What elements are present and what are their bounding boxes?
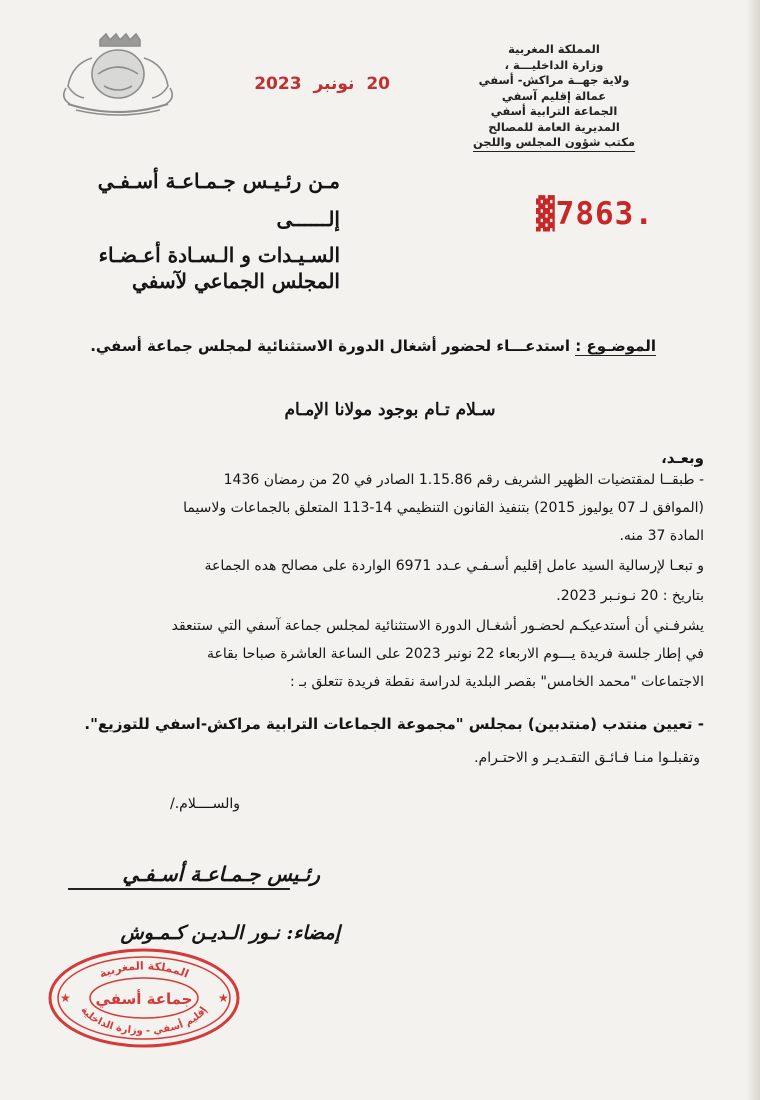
- body-paragraph-1-line-3: المادة 37 منه.: [619, 528, 704, 544]
- greeting: سـلام تـام بوجود مولانا الإمـام: [284, 400, 496, 420]
- body-agenda-item: - تعيين منتدب (منتدبين) بمجلس "مجموعة الجماعات الترابية مراكش-اسفي للتوزيع".: [84, 715, 704, 733]
- recipients-line-1: السـيـدات و الـسـادة أعـضـاء: [98, 243, 340, 267]
- subject-label: الموضـوع :: [575, 337, 656, 355]
- recipients-line-2: المجلس الجماعي لآسفي: [132, 269, 340, 293]
- to-line: إلــــــى: [276, 207, 340, 231]
- header-line: المملكة المغربية: [508, 42, 600, 56]
- subject-line: [56, 337, 656, 355]
- closing-formula: وتقبلـوا منـا فـائـق التقـديـر و الاحتـرام.: [474, 750, 700, 766]
- signature-underline: [68, 888, 290, 890]
- body-paragraph-2-line-2: بتاريخ : 20 نـونـبر 2023.: [556, 588, 704, 604]
- date-day: 20: [366, 74, 390, 94]
- body-paragraph-2-line-1: و تبعـا لإرسالية السيد عامل إقليم أسـفـي عـدد 6971 الواردة على مصالح هده الجماعة: [204, 558, 704, 574]
- date-month: نونبر: [313, 74, 355, 94]
- header-line: وزارة الداخليـــة ،: [504, 57, 604, 72]
- reference-hash-mark: ▓: [536, 196, 556, 232]
- reference-number-value: 7863.: [555, 196, 654, 232]
- header-line: المديرية العامة للمصالح: [488, 119, 620, 134]
- svg-text:إقليم أسفي - وزارة الداخلية: [78, 1005, 209, 1037]
- body-paragraph-3-line-3: الاجتماعات "محمد الخامس" بقصر البلدية لدراسة نقطة فريدة تتعلق بـ :: [289, 674, 704, 690]
- body-paragraph-3-line-2: في إطار جلسة فريدة يـــوم الاربعاء 22 نونبر 2023 على الساعة العاشرة صباحا بقاعة: [206, 646, 704, 662]
- administrative-header: [444, 42, 664, 152]
- svg-text:★: ★: [60, 991, 71, 1005]
- svg-text:★: ★: [218, 991, 229, 1005]
- header-line: عمالة إقليم آسفي: [501, 88, 607, 103]
- header-line: مكتب شؤون المجلس واللجن: [473, 135, 635, 152]
- from-line: مـن رئـيـس جـمـاعـة أسـفـي: [97, 169, 340, 193]
- header-line: الجماعة الترابية أسفي: [490, 104, 618, 118]
- header-line: ولاية جهــة مراكش- أسفي: [478, 73, 630, 87]
- coat-of-arms-icon: [48, 28, 188, 118]
- signature-title: رئـيس جـمـاعـة أسـفـي: [122, 862, 320, 886]
- stamp-bottom-text: إقليم أسفي - وزارة الداخلية: [78, 1004, 210, 1037]
- reference-number: [536, 196, 676, 240]
- stamp-center-text: جماعة أسفي: [95, 990, 193, 1008]
- stamp-top-text: المملكة المغربية: [97, 959, 191, 981]
- body-paragraph-3-line-1: يشرفـني أن أستدعيكـم لحضـور أشغـال الدورة الاستثنائية لمجلس جماعة آسفي التي ستنعقد: [171, 618, 704, 634]
- letter-date: [250, 74, 390, 100]
- date-year: 2023: [254, 74, 302, 94]
- subject-text: استدعـــاء لحضور أشغال الدورة الاستثنائية لمجلس جماعة أسفي.: [90, 337, 571, 355]
- body-opening: وبعـد،: [661, 449, 704, 467]
- page-edge-shadow: [746, 0, 760, 1100]
- official-stamp-icon: [46, 944, 242, 1048]
- body-paragraph-1-line-2: (الموافق لـ 07 يوليوز 2015) بتنفيذ القانون التنظيمي 14-113 المتعلق بالجماعات ولاسيما: [183, 500, 704, 516]
- signatory-name: إمضاء: نـور الـديـن كـمـوش: [120, 922, 340, 944]
- salutation: والســــلام./: [170, 796, 240, 812]
- body-paragraph-1-line-1: - طبقــا لمقتضيات الظهير الشريف رقم 1.15.86 الصادر في 20 من رمضان 1436: [223, 472, 704, 488]
